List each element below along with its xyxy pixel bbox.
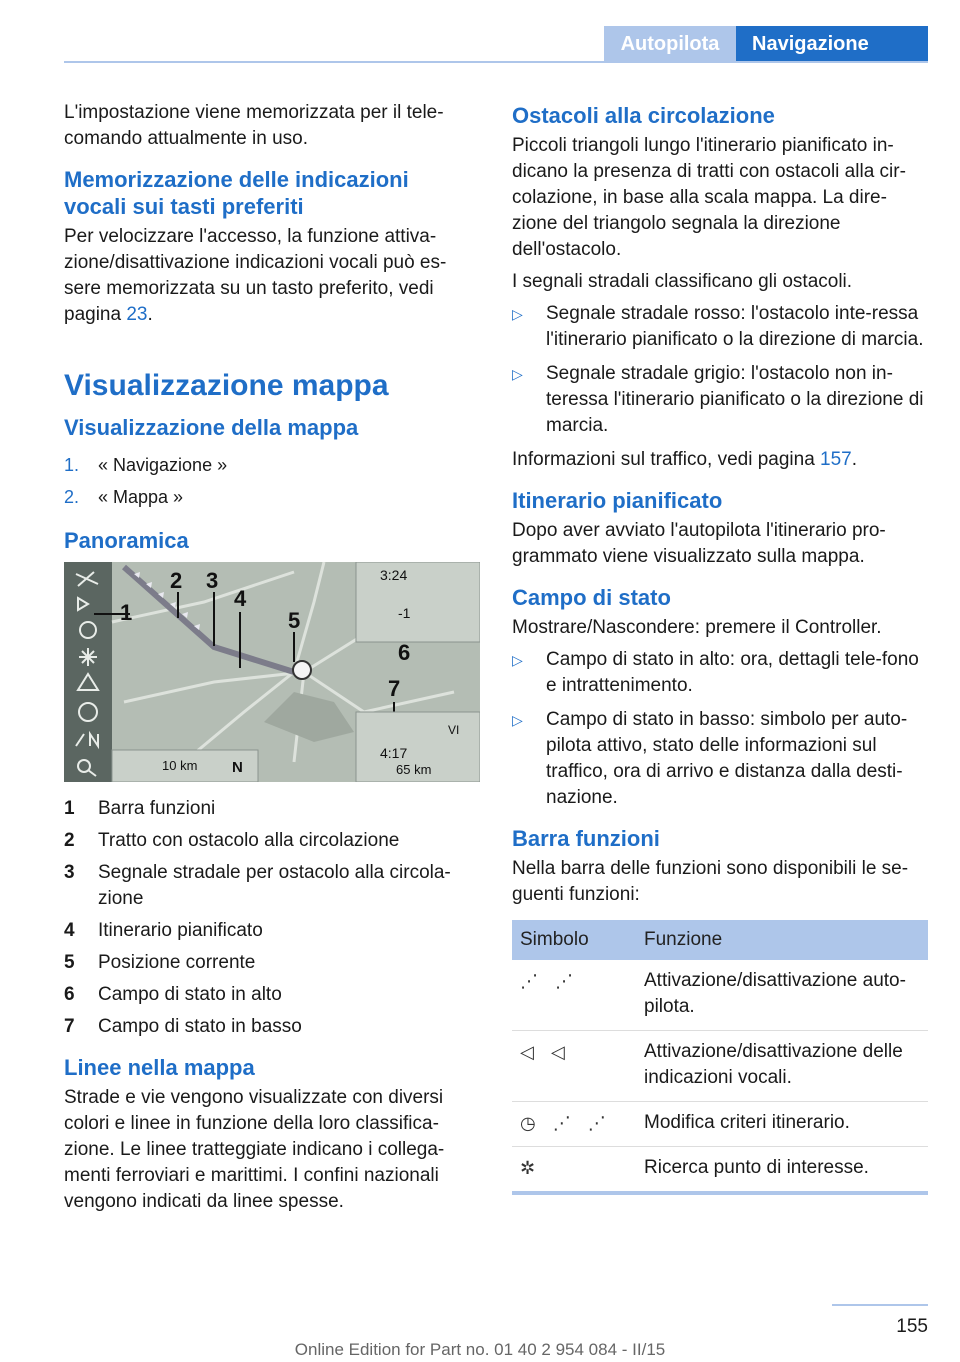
edition-footer: Online Edition for Part no. 01 40 2 954 084 - II/15 [294,1340,666,1359]
bullet-text: Campo di stato in basso: simbolo per auto-pilota attivo, stato delle informazioni sul traffico, ora di arrivo e distanza dalla desti-nazione. [546,709,908,808]
triangle-bullet-icon: ▷ [512,712,523,728]
table-row [512,1031,928,1102]
function-cell: Modifica criteri itinerario. [636,1102,928,1147]
legend-item [64,860,464,912]
page-link-157[interactable]: 157 [820,449,852,470]
step-item [64,481,464,513]
bullet-item [512,707,928,811]
map-legend [64,796,464,1040]
header-tab-navigazione[interactable]: Navigazione [736,26,928,62]
left-column [64,100,464,1221]
navigation-map-screenshot [64,562,480,782]
legend-item [64,796,464,822]
obstacles-heading: Ostacoli alla circolazione [512,103,775,128]
footer-rule [832,1304,928,1306]
legend-item [64,950,464,976]
bullet-text: Campo di stato in alto: ora, dettagli tele-fono e intrattenimento. [546,649,919,696]
bullet-item [512,647,928,699]
legend-number: 3 [64,862,75,883]
column-header-symbol: Simbolo [512,920,636,960]
status-paragraph: Mostrare/Nascondere: premere il Controller. [512,617,882,638]
header-rule [64,61,928,63]
route-paragraph: Dopo aver avviato l'autopilota l'itinerario pro-grammato viene visualizzato sulla mappa. [512,520,886,567]
traffic-paragraph: Informazioni sul traffico, vedi pagina 157. [512,449,858,470]
bar-paragraph: Nella barra delle funzioni sono disponibili le se-guenti funzioni: [512,858,909,905]
legend-item [64,918,464,944]
legend-text: Campo di stato in basso [98,1016,302,1037]
callout-2: 2 [170,568,183,593]
legend-number: 4 [64,920,75,941]
callout-3: 3 [206,568,219,593]
bullet-item [512,301,928,353]
triangle-bullet-icon: ▷ [512,366,523,382]
classify-paragraph: I segnali stradali classificano gli ostacoli. [512,271,853,292]
steps-list [64,449,464,513]
bullet-text: Segnale stradale rosso: l'ostacolo inte-ressa l'itinerario pianificato o la direzione di marcia. [546,303,924,350]
legend-number: 6 [64,984,75,1005]
legend-text: Posizione corrente [98,952,256,973]
page-number: 155 [896,1316,928,1337]
lines-paragraph: Strade e vie vengono visualizzate con diversi colori e linee in funzione della loro classifica-zione. Le linee tratteggiate indicano i collega-menti ferroviari e marittimi. I confini nazionali vengono indicati da linee spesse. [64,1087,445,1212]
step-number: 2. [64,487,80,507]
map-north: N [232,759,243,776]
function-cell: Ricerca punto di interesse. [636,1147,928,1194]
lines-heading: Linee nella mappa [64,1055,255,1080]
triangle-bullet-icon: ▷ [512,652,523,668]
table-row [512,1102,928,1147]
map-offset: -1 [398,605,411,621]
callout-1: 1 [120,600,133,625]
header-tab-autopilota[interactable]: Autopilota [604,26,736,62]
legend-number: 2 [64,830,75,851]
legend-text: Itinerario pianificato [98,920,263,941]
legend-number: 5 [64,952,75,973]
legend-number: 1 [64,798,75,819]
step-number: 1. [64,455,80,475]
callout-4: 4 [234,586,247,611]
status-heading: Campo di stato [512,585,671,610]
function-cell: Attivazione/disattivazione delle indicazioni vocali. [636,1031,928,1102]
right-column [512,100,928,1195]
table-header-row [512,920,928,960]
obstacles-paragraph: Piccoli triangoli lungo l'itinerario pianificato in-dicano la presenza di tratti con ostacoli alla cir-colazione, in base alla scala mappa. La dire-zione del triangolo segnala la direzione dell'ostacolo. [512,135,906,260]
map-time-top: 3:24 [380,567,408,583]
step-text: « Mappa » [98,487,184,507]
callout-6: 6 [398,640,411,665]
callout-5: 5 [288,608,301,633]
store-heading: Memorizzazione delle indicazioni vocali sui tasti preferiti [64,167,409,219]
legend-text: Tratto con ostacolo alla circolazione [98,830,400,851]
legend-number: 7 [64,1016,75,1037]
map-scale: 10 km [162,758,198,773]
triangle-bullet-icon: ▷ [512,306,523,322]
route-heading: Itinerario pianificato [512,488,723,513]
autopilot-toggle-icon: ⋰ ⋰ [512,960,636,1031]
store-paragraph: Per velocizzare l'accesso, la funzione attiva-zione/disattivazione indicazioni vocali può es-sere memorizzata su un tasto preferito, vedi pagina 23. [64,226,447,325]
column-header-function: Funzione [636,920,928,960]
legend-item [64,828,464,854]
bullet-item [512,361,928,439]
section-title: Visualizzazione mappa [64,369,389,402]
step-item [64,449,464,481]
map-distance: 65 km [396,762,432,777]
intro-paragraph: L'impostazione viene memorizzata per il tele-comando attualmente in uso. [64,102,444,149]
running-header [604,26,928,62]
callout-7: 7 [388,676,401,701]
table-row [512,1147,928,1194]
poi-search-icon: ✲ [512,1147,636,1194]
map-roman: VI [448,723,460,737]
page-link-23[interactable]: 23 [126,304,148,325]
legend-text: Barra funzioni [98,798,216,819]
step-text: « Navigazione » [98,455,228,475]
function-table [512,920,928,1195]
store-text: Per velocizzare l'accesso, la funzione attiva-zione/disattivazione indicazioni vocali può es-sere memorizzata su un tasto preferito, vedi pagina [64,226,447,325]
legend-item [64,1014,464,1040]
route-criteria-icon: ◷ ⋰ ⋰ [512,1102,636,1147]
voice-guidance-icon: ◁ ◁ [512,1031,636,1102]
function-cell: Attivazione/disattivazione auto-pilota. [636,960,928,1031]
traffic-text: Informazioni sul traffico, vedi pagina [512,449,821,470]
legend-text: Campo di stato in alto [98,984,282,1005]
bar-heading: Barra funzioni [512,826,660,851]
bullet-text: Segnale stradale grigio: l'ostacolo non in-teressa l'itinerario pianificato o la direzione di marcia. [546,363,924,436]
subsection-title: Visualizzazione della mappa [64,415,359,440]
overview-heading: Panoramica [64,528,189,553]
map-time-bottom: 4:17 [380,745,408,761]
table-row [512,960,928,1031]
legend-item [64,982,464,1008]
legend-text: Segnale stradale per ostacolo alla circola-zione [98,862,451,909]
